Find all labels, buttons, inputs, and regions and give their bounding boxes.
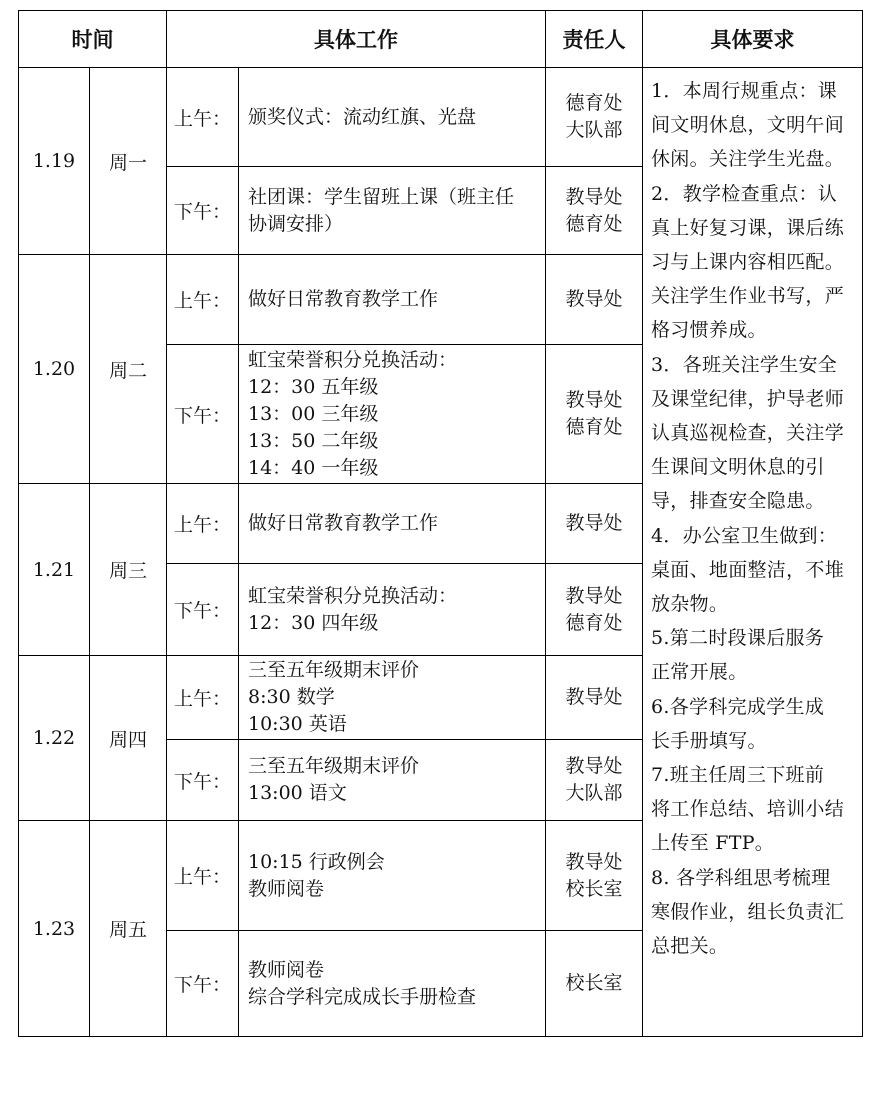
text-line: 校长室 [565,972,623,994]
text-line: 8. 各学科组思考梳理 [651,866,831,889]
weekday-cell: 周二 [90,255,167,484]
text-line: 格习惯养成。 [651,319,767,342]
text-line: 真上好复习课，课后练 [651,216,845,239]
text-line: 13：50 二年级 [248,429,379,452]
date-cell: 1.21 [19,484,90,656]
text-line: 寒假作业，组长负责汇 [651,900,845,923]
am-label: 上午： [167,484,239,564]
text-line: 德育处 [565,212,623,235]
am-label: 上午： [167,656,239,740]
work-cell [239,821,546,931]
text-line: 7.班主任周三下班前 [651,764,825,787]
text-line: 间文明休息，文明午间 [651,114,845,137]
text-line: 放杂物。 [651,593,729,616]
table-row [19,68,863,167]
text-line: 大队部 [565,782,623,804]
text-line: 12：30 四年级 [248,611,379,634]
text-line: 13:00 语文 [248,782,347,804]
pm-label: 下午： [167,931,239,1037]
work-cell [239,740,546,821]
text-line: 教师阅卷 [248,877,325,900]
weekday-cell: 周五 [90,821,167,1037]
work-cell [239,345,546,484]
text-line: 教导处 [565,686,623,708]
text-line: 6.各学科完成学生成 [651,695,825,718]
text-line: 德育处 [565,416,623,438]
text-line: 14：40 一年级 [248,456,379,479]
text-line: 12：30 五年级 [248,375,379,398]
text-line: 4．办公室卫生做到： [651,524,838,547]
text-line: 长手册填写。 [651,729,767,752]
header-time: 时间 [19,11,167,68]
text-line: 大队部 [565,119,623,141]
text-line: 认真巡视检查，关注学 [651,422,845,445]
person-cell [546,821,643,931]
text-line: 虹宝荣誉积分兑换活动： [248,584,458,607]
text-line: 协调安排） [248,212,344,235]
text-line: 校长室 [565,877,623,900]
text-line: 教导处 [565,512,623,534]
date-cell: 1.22 [19,656,90,821]
text-line: 教导处 [565,755,623,777]
text-line: 及课堂纪律，护导老师 [651,387,845,410]
text-line: 教导处 [565,389,623,411]
text-line: 关注学生作业书写，严 [651,285,845,308]
person-cell [546,167,643,255]
person-cell [546,345,643,484]
person-cell [546,564,643,656]
header-person: 责任人 [546,11,643,68]
text-line: 教师阅卷 [248,958,325,981]
weekday-cell: 周四 [90,656,167,821]
person-cell [546,255,643,345]
am-label: 上午： [167,68,239,167]
text-line: 2．教学检查重点：认 [651,182,838,205]
work-cell [239,167,546,255]
text-line: 5.第二时段课后服务 [651,627,825,650]
text-line: 综合学科完成成长手册检查 [248,985,477,1008]
pm-label: 下午： [167,345,239,484]
text-line: 做好日常教育教学工作 [248,512,439,534]
text-line: 教导处 [565,584,623,607]
text-line: 三至五年级期末评价 [248,755,420,777]
work-cell [239,484,546,564]
pm-label: 下午： [167,564,239,656]
text-line: 虹宝荣誉积分兑换活动： [248,348,458,371]
text-line: 10:15 行政例会 [248,850,385,873]
person-cell [546,931,643,1037]
text-line: 1．本周行规重点：课 [651,80,838,102]
weekday-cell: 周一 [90,68,167,255]
text-line: 习与上课内容相匹配。 [651,251,845,274]
work-cell [239,564,546,656]
weekly-schedule-table [18,10,863,1037]
text-line: 社团课：学生留班上课（班主任 [248,185,515,208]
date-cell: 1.20 [19,255,90,484]
text-line: 总把关。 [651,935,729,958]
person-cell [546,740,643,821]
text-line: 德育处 [565,92,623,114]
text-line: 正常开展。 [651,661,748,684]
person-cell [546,656,643,740]
text-line: 上传至 FTP。 [651,832,775,855]
person-cell [546,68,643,167]
requirements-cell [643,68,863,1037]
text-line: 德育处 [565,611,623,634]
pm-label: 下午： [167,167,239,255]
text-line: 教导处 [565,850,623,873]
work-cell [239,931,546,1037]
date-cell: 1.23 [19,821,90,1037]
am-label: 上午： [167,255,239,345]
text-line: 8:30 数学 [248,686,335,708]
header-work: 具体工作 [167,11,546,68]
text-line: 10:30 英语 [248,713,347,735]
text-line: 做好日常教育教学工作 [248,288,439,310]
text-line: 桌面、地面整洁，不堆 [651,558,845,581]
work-cell [239,656,546,740]
text-line: 三至五年级期末评价 [248,659,420,681]
date-cell: 1.19 [19,68,90,255]
work-cell [239,255,546,345]
text-line: 教导处 [565,288,623,310]
am-label: 上午： [167,821,239,931]
text-line: 13：00 三年级 [248,402,379,425]
text-line: 将工作总结、培训小结 [651,798,845,821]
work-cell [239,68,546,167]
weekday-cell: 周三 [90,484,167,656]
text-line: 3．各班关注学生安全 [651,353,838,376]
text-line: 休闲。关注学生光盘。 [651,148,845,171]
text-line: 生课间文明休息的引 [651,456,825,479]
header-requirements: 具体要求 [643,11,863,68]
text-line: 教导处 [565,185,623,208]
text-line: 颁奖仪式：流动红旗、光盘 [248,105,477,128]
person-cell [546,484,643,564]
text-line: 导，排查安全隐患。 [651,490,825,513]
pm-label: 下午： [167,740,239,821]
